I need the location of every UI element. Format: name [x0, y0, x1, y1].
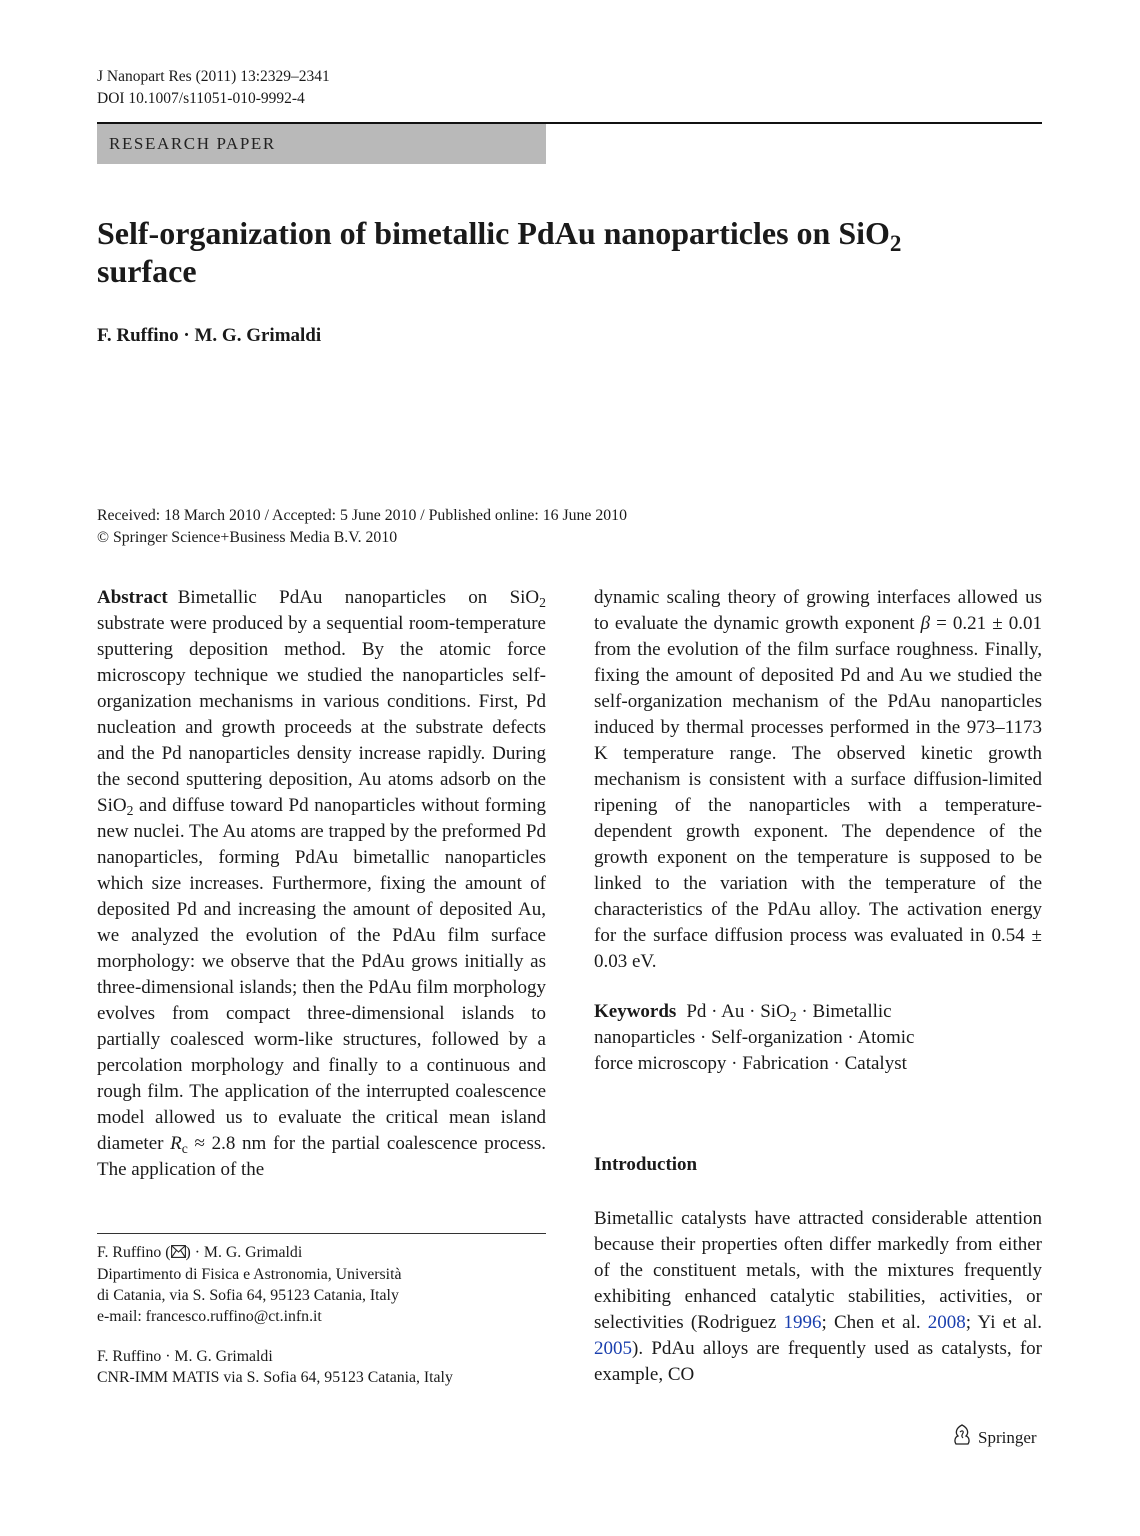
rc-subscript: c [181, 1141, 188, 1157]
title-subscript: 2 [889, 229, 902, 256]
citation-link-yi[interactable]: 2005 [594, 1338, 632, 1359]
journal-citation: J Nanopart Res (2011) 13:2329–2341 [97, 68, 330, 85]
fn-line6: CNR-IMM MATIS via S. Sofia 64, 95123 Catania, Italy [97, 1369, 453, 1386]
intro-text-4: ). PdAu alloys are frequently used as catalysts, for example, CO [594, 1338, 1042, 1385]
fn-line1a: F. Ruffino ( [97, 1244, 171, 1261]
abstract-text-3: and diffuse toward Pd nanoparticles without forming new nuclei. The Au atoms are trapped by the preformed Pd nanoparticles, forming PdAu bimetallic nanoparticles which size increases. Furthermore, fixing the amount of deposited Pd and increasing the amount of deposited Au, we analyzed the evolution of the PdAu film surface morphology: we observe that the PdAu grows initially as three-dimensional islands; then the PdAu film morphology evolves from compact three-dimensional islands to partially coalesced worm-like structures, followed by a percolation morphology and finally to a continuous and rough film. The application of the interrupted coalescence model allowed us to evaluate the critical mean island diameter [97, 795, 546, 1154]
springer-logo-icon [952, 1424, 972, 1451]
publication-dates [97, 505, 997, 549]
section-label: RESEARCH PAPER [97, 124, 546, 164]
introduction-text [594, 1206, 1042, 1388]
springer-footer [952, 1424, 1037, 1451]
title-line2: surface [97, 253, 197, 289]
citation-link-chen[interactable]: 2008 [927, 1312, 966, 1333]
author-list: F. Ruffino · M. G. Grimaldi [97, 325, 322, 346]
keywords-line1b: · Bimetallic [796, 1001, 892, 1022]
abstract-left-column [97, 585, 546, 1183]
abstract-right-text-1: dynamic scaling theory of growing interfaces allowed us to evaluate the dynamic growth exponent [594, 587, 1042, 634]
affiliation-1 [97, 1242, 546, 1327]
keywords [594, 999, 1042, 1077]
fn-line2: Dipartimento di Fisica e Astronomia, Università [97, 1266, 402, 1283]
abstract-text-4: ≈ 2.8 nm for the partial coalescence process. The application of the [97, 1133, 546, 1180]
abstract-sub-1: 2 [539, 595, 546, 611]
abstract-right-text-2: = 0.21 ± 0.01 from the evolution of the film surface roughness. Finally, fixing the amount of deposited Pd and Au we studied the self-organization mechanism of the PdAu nanoparticles induced by thermal processes performed in the 973–1173 K temperature range. The observed kinetic growth mechanism is consistent with a surface diffusion-limited ripening of the nanoparticles with a temperature-dependent growth exponent. The dependence of the growth exponent on the temperature is supposed to be linked to the variation with the temperature of the characteristics of the PdAu alloy. The activation energy for the surface diffusion process was evaluated in 0.54 ± 0.03 eV. [594, 613, 1042, 972]
journal-header [97, 66, 330, 110]
doi-line: DOI 10.1007/s11051-010-9992-4 [97, 90, 305, 107]
publisher-name: Springer [978, 1427, 1037, 1447]
keywords-line1a: Pd · Au · SiO [686, 1001, 790, 1022]
keywords-label: Keywords [594, 1001, 677, 1022]
intro-text-3: ; Yi et al. [965, 1312, 1043, 1333]
fn-line3: di Catania, via S. Sofia 64, 95123 Catania, Italy [97, 1287, 399, 1304]
abstract-right-column [594, 585, 1042, 975]
keywords-line3: force microscopy · Fabrication · Catalyst [594, 1053, 907, 1074]
beta-variable: β [920, 613, 931, 634]
paper-title [97, 214, 997, 290]
intro-text-2: ; Chen et al. [821, 1312, 928, 1333]
fn-line5: F. Ruffino · M. G. Grimaldi [97, 1348, 273, 1365]
abstract-text-1: Bimetallic PdAu nanoparticles on SiO [177, 587, 540, 608]
copyright-line: © Springer Science+Business Media B.V. 2010 [97, 529, 398, 546]
intro-text-1: Bimetallic catalysts have attracted considerable attention because their properties often differ markedly from either of the constituent metals, with the mixtures frequently exhibiting enhanced catalytic stabilities, activities, or selectivities (Rodriguez [594, 1208, 1042, 1333]
abstract-text-2: substrate were produced by a sequential room-temperature sputtering deposition method. By the atomic force microscopy technique we studied the nanoparticles self-organization mechanisms in various conditions. First, Pd nucleation and growth proceeds at the substrate defects and the Pd nanoparticles density increase rapidly. During the second sputtering deposition, Au atoms adsorb on the SiO [97, 613, 546, 816]
keywords-sub: 2 [789, 1009, 797, 1025]
keywords-line2: nanoparticles · Self-organization · Atomic [594, 1027, 915, 1048]
fn-line1b: ) · M. G. Grimaldi [185, 1244, 303, 1261]
citation-link-rodriguez[interactable]: 1996 [783, 1312, 822, 1333]
abstract-sub-2: 2 [126, 803, 134, 819]
introduction-heading: Introduction [594, 1154, 698, 1175]
date-history: Received: 18 March 2010 / Accepted: 5 June 2010 / Published online: 16 June 2010 [97, 507, 627, 524]
abstract-label: Abstract [97, 587, 168, 608]
email-line[interactable]: e-mail: francesco.ruffino@ct.infn.it [97, 1308, 322, 1325]
rc-variable: R [170, 1133, 182, 1154]
affiliation-2 [97, 1346, 546, 1388]
envelope-icon[interactable] [171, 1243, 186, 1264]
title-main: Self-organization of bimetallic PdAu nanoparticles on SiO [97, 215, 890, 251]
footnote-rule [97, 1233, 546, 1234]
